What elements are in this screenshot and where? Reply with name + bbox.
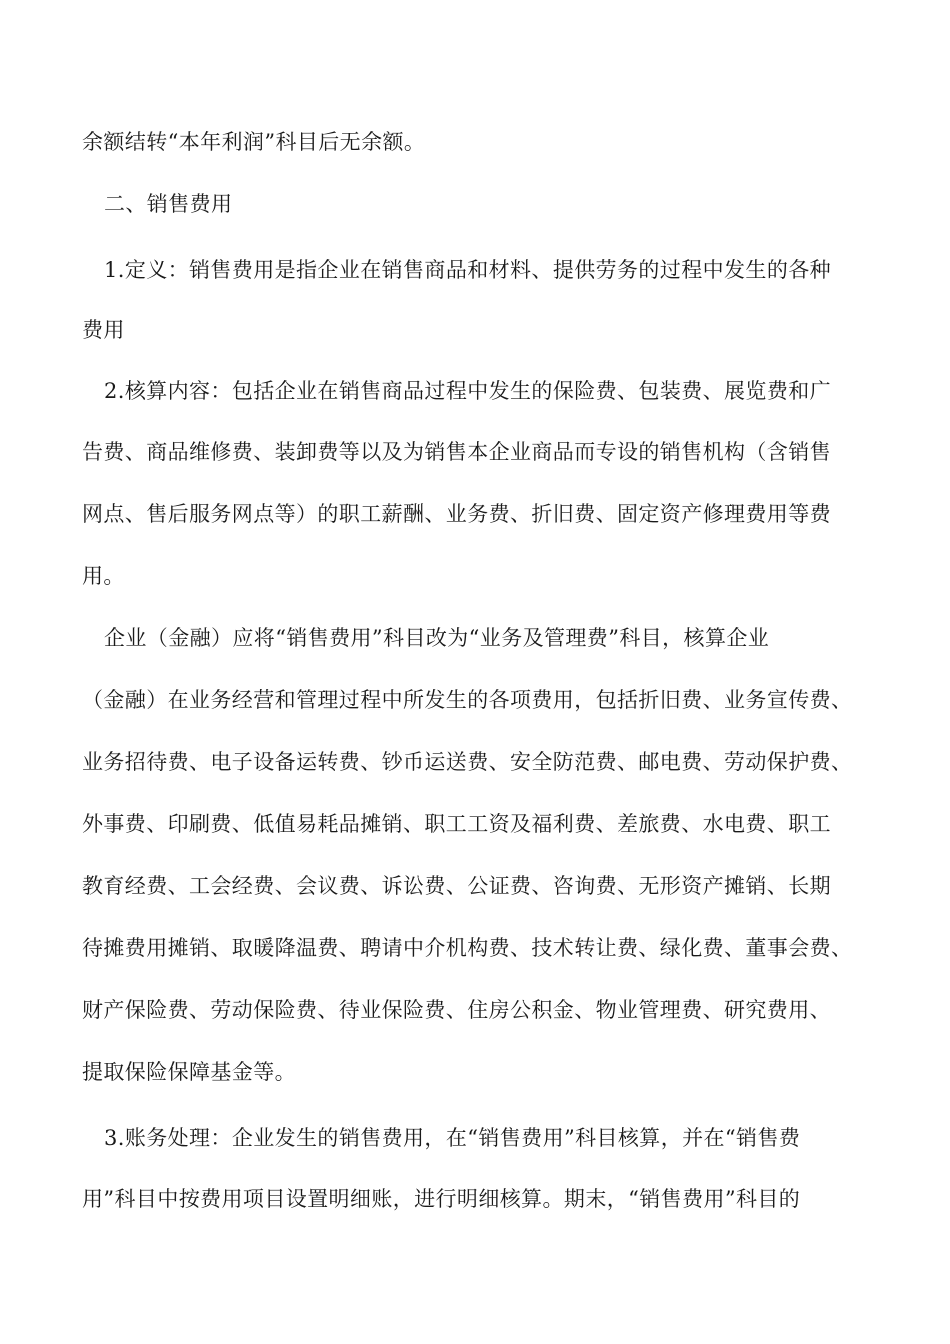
text-line: 3.账务处理：企业发生的销售费用，在“销售费用”科目核算，并在“销售费 bbox=[104, 1126, 801, 1150]
text-line: 用。 bbox=[82, 564, 125, 588]
text-line: 网点、售后服务网点等）的职工薪酬、业务费、折旧费、固定资产修理费用等费 bbox=[82, 502, 831, 526]
text-line: 外事费、印刷费、低值易耗品摊销、职工工资及福利费、差旅费、水电费、职工 bbox=[82, 812, 831, 836]
text-line: 企业（金融）应将“销售费用”科目改为“业务及管理费”科目，核算企业 bbox=[104, 626, 770, 650]
text-line: 用”科目中按费用项目设置明细账，进行明细核算。期末，“销售费用”科目的 bbox=[82, 1187, 801, 1211]
section-heading: 二、销售费用 bbox=[104, 192, 233, 216]
text-line: 提取保险保障基金等。 bbox=[82, 1060, 296, 1084]
text-line: 费用 bbox=[82, 318, 125, 342]
text-line: 财产保险费、劳动保险费、待业保险费、住房公积金、物业管理费、研究费用、 bbox=[82, 998, 831, 1022]
text-line: （金融）在业务经营和管理过程中所发生的各项费用，包括折旧费、业务宣传费、 bbox=[82, 688, 853, 712]
text-line: 教育经费、工会经费、会议费、诉讼费、公证费、咨询费、无形资产摊销、长期 bbox=[82, 874, 831, 898]
text-line: 告费、商品维修费、装卸费等以及为销售本企业商品而专设的销售机构（含销售 bbox=[82, 440, 831, 464]
text-line: 2.核算内容：包括企业在销售商品过程中发生的保险费、包装费、展览费和广 bbox=[104, 379, 832, 403]
text-line: 1.定义：销售费用是指企业在销售商品和材料、提供劳务的过程中发生的各种 bbox=[104, 258, 832, 282]
text-line: 业务招待费、电子设备运转费、钞币运送费、安全防范费、邮电费、劳动保护费、 bbox=[82, 750, 853, 774]
text-line: 余额结转“本年利润”科目后无余额。 bbox=[82, 130, 426, 154]
text-line: 待摊费用摊销、取暖降温费、聘请中介机构费、技术转让费、绿化费、董事会费、 bbox=[82, 936, 853, 960]
